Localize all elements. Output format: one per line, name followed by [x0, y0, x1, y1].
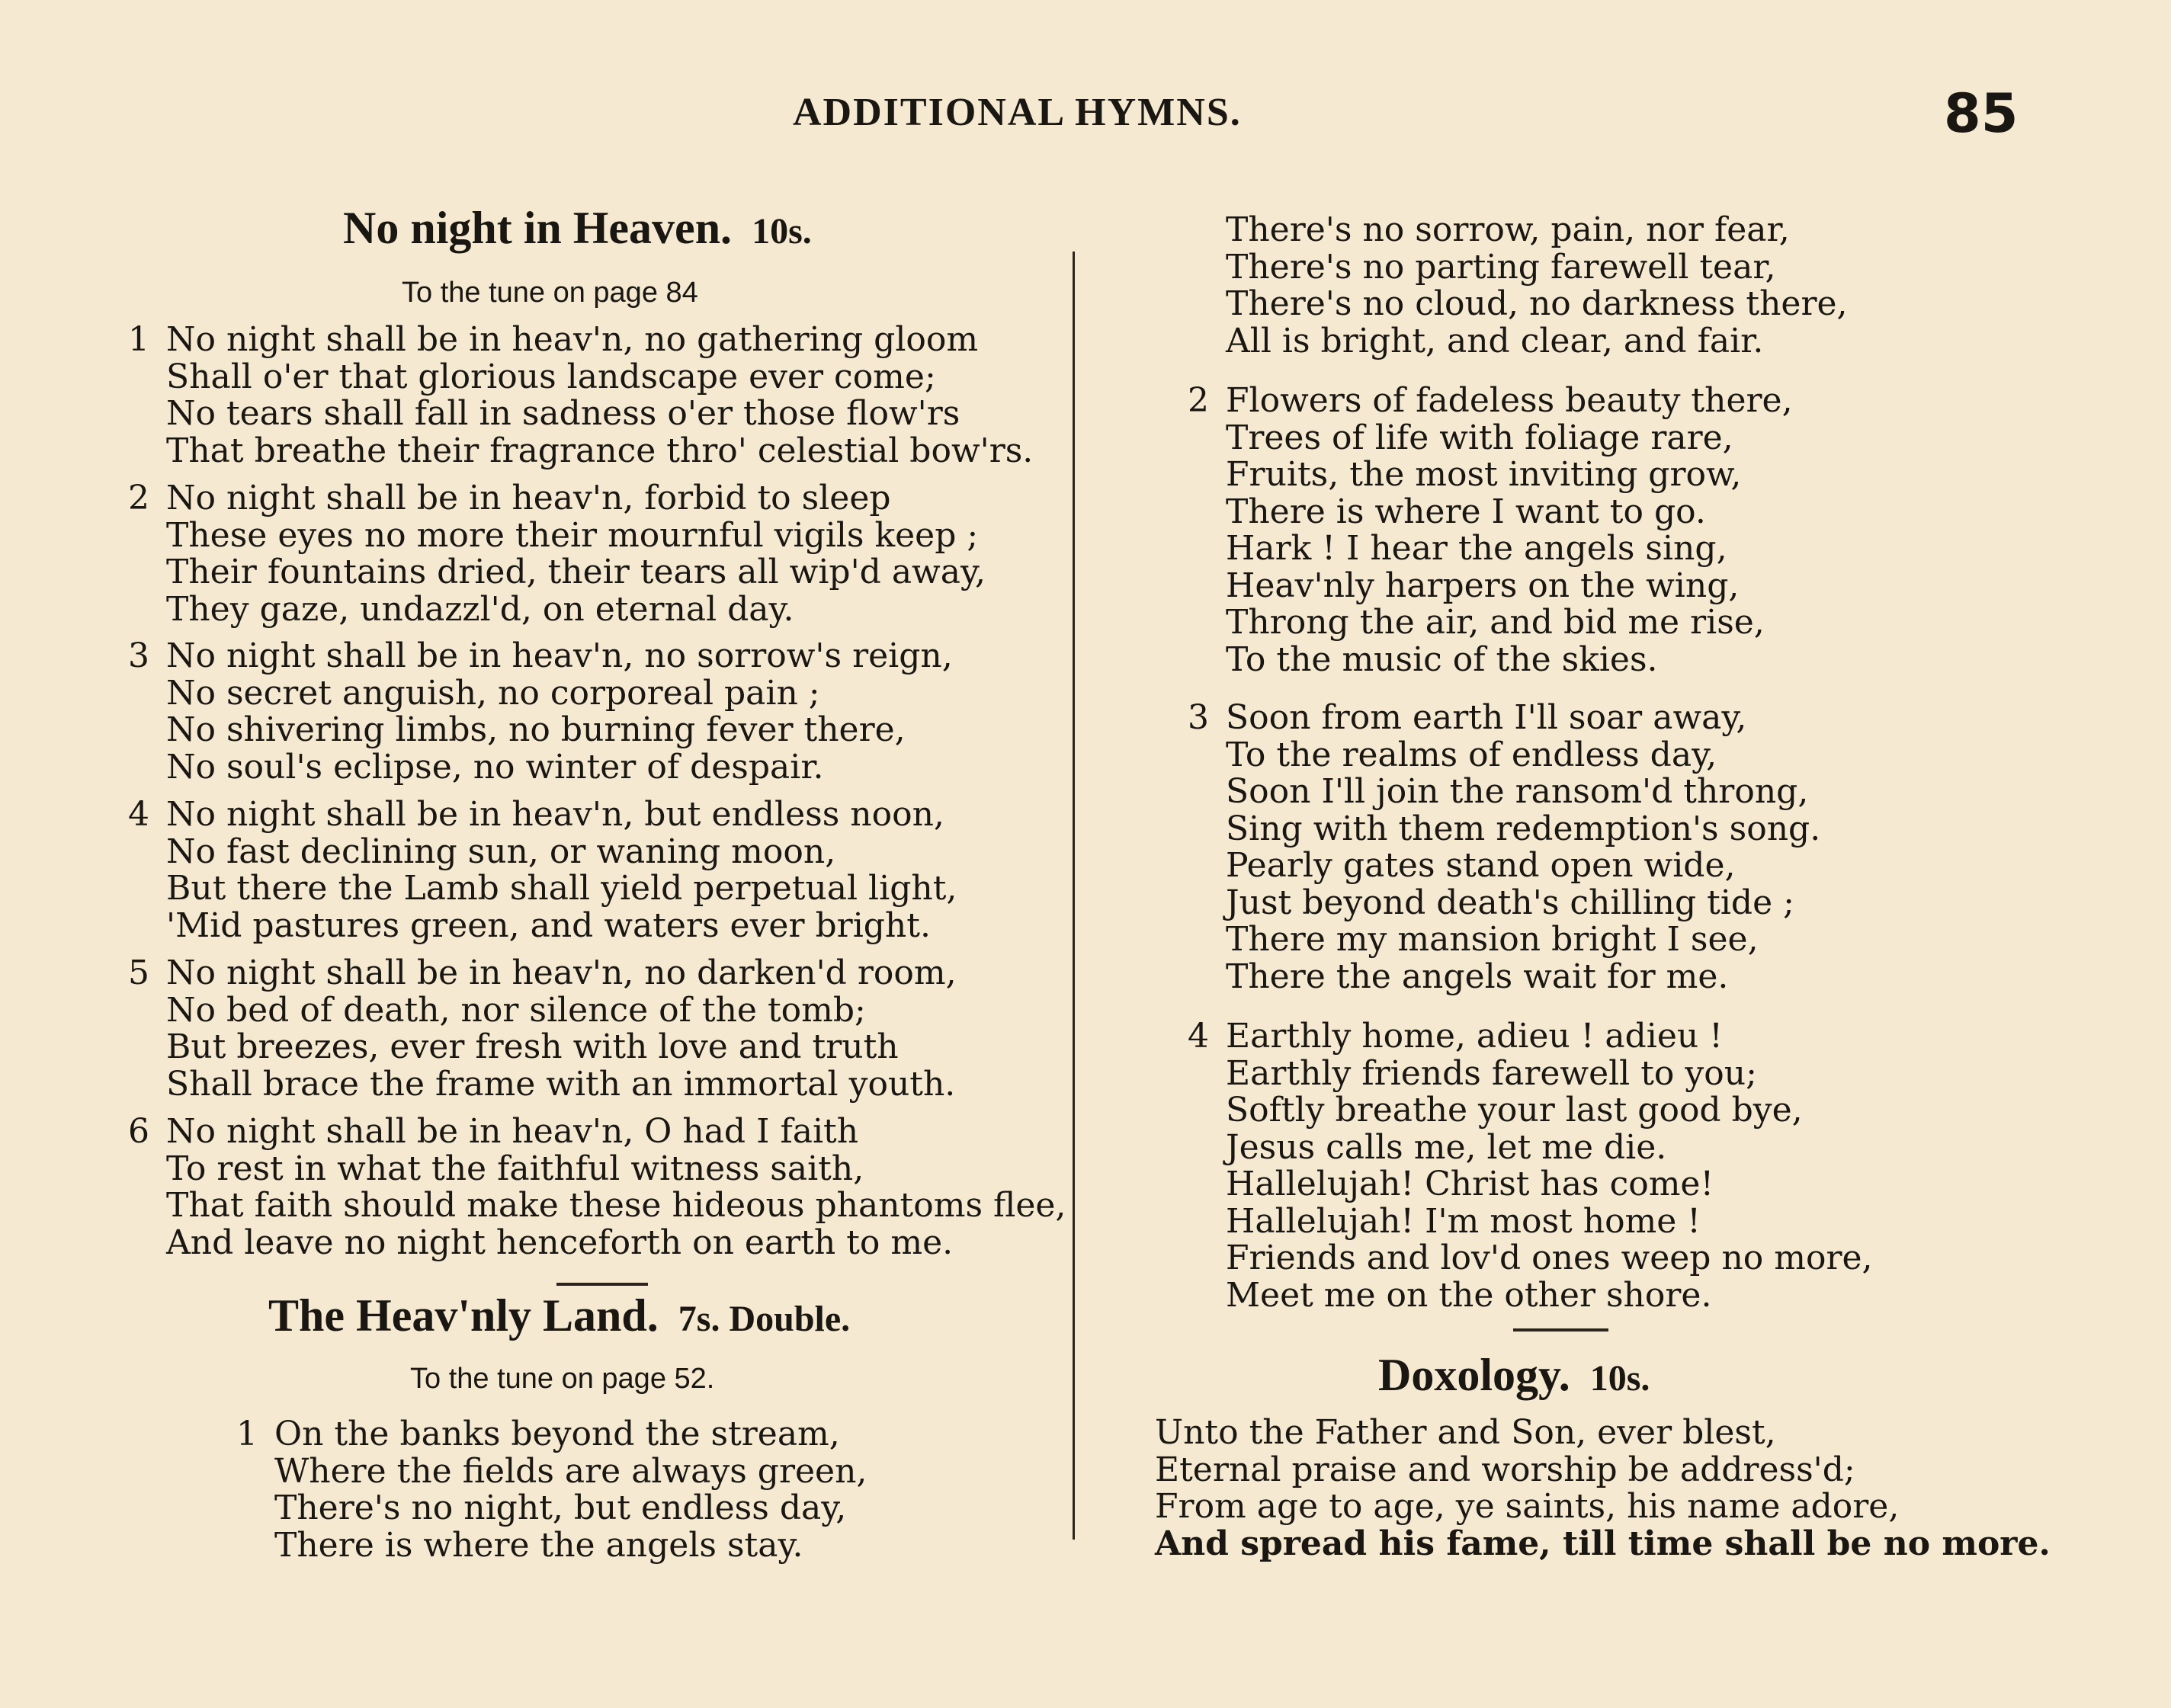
hymn-meter: 10s.: [1589, 1358, 1650, 1399]
verse-line: There the angels wait for me.: [1226, 957, 1729, 996]
verse-line: That breathe their fragrance thro' celestial bow'rs.: [166, 431, 1034, 470]
hymn-meter: 10s.: [752, 211, 812, 252]
verse-line: To the realms of endless day,: [1226, 735, 1717, 774]
hymn-title: Doxology.: [1378, 1350, 1570, 1400]
verse-line: No night shall be in heav'n, no gathering gloom: [166, 320, 979, 359]
verse-line: Shall brace the frame with an immortal youth.: [166, 1064, 956, 1104]
verse-line: No soul's eclipse, no winter of despair.: [166, 747, 824, 787]
verse-line: These eyes no more their mournful vigils keep ;: [166, 515, 979, 555]
hymn-title-block: [343, 202, 812, 255]
verse-line: No tears shall fall in sadness o'er those flow'rs: [166, 394, 960, 433]
verse-line: No night shall be in heav'n, forbid to sleep: [166, 479, 891, 518]
verse-line: To the music of the skies.: [1226, 639, 1658, 679]
verse-line: To rest in what the faithful witness saith,: [166, 1149, 864, 1188]
stanza-number: 4: [128, 795, 149, 834]
verse-line: But breezes, ever fresh with love and truth: [166, 1027, 899, 1066]
verse-line: All is bright, and clear, and fair.: [1226, 321, 1764, 361]
verse-line: There's no parting farewell tear,: [1226, 247, 1776, 287]
section-divider: [556, 1283, 648, 1286]
tune-reference: To the tune on page 84: [402, 277, 698, 309]
verse-line: No secret anguish, no corporeal pain ;: [166, 673, 820, 713]
stanza-number: 5: [128, 953, 149, 992]
stanza: [128, 953, 957, 1104]
verse-line: Heav'nly harpers on the wing,: [1226, 566, 1740, 605]
stanza-number: 2: [128, 479, 149, 518]
verse-line: No night shall be in heav'n, no sorrow's reign,: [166, 636, 953, 675]
verse-line: But there the Lamb shall yield perpetual light,: [166, 869, 957, 908]
verse-line: That faith should make these hideous phantoms flee,: [166, 1186, 1066, 1225]
verse-line: Fruits, the most inviting grow,: [1226, 455, 1742, 494]
stanza: [128, 795, 957, 945]
stanza: [128, 320, 1034, 470]
verse-line: Friends and lov'd ones weep no more,: [1226, 1239, 1873, 1277]
page-number: 85: [1944, 82, 2019, 145]
verse-line: Jesus calls me, let me die.: [1226, 1127, 1667, 1167]
verse-line: Pearly gates stand open wide,: [1226, 846, 1736, 885]
verse-line: From age to age, ye saints, his name adore,: [1155, 1487, 1900, 1526]
verse-line: On the banks beyond the stream,: [274, 1415, 840, 1453]
stanza: [128, 479, 986, 629]
hymn-title-block: [1378, 1349, 1650, 1402]
verse-line: There is where I want to go.: [1226, 492, 1706, 531]
hymn-meter: 7s. Double.: [678, 1299, 851, 1339]
verse-line: Just beyond death's chilling tide ;: [1226, 883, 1794, 922]
verse-line: Throng the air, and bid me rise,: [1226, 603, 1765, 642]
verse-line: No night shall be in heav'n, O had I faith: [166, 1112, 859, 1151]
verse-line: Meet me on the other shore.: [1226, 1275, 1712, 1315]
verse-line: Soon from earth I'll soar away,: [1226, 698, 1747, 737]
stanza-number: 2: [1188, 381, 1209, 420]
stanza-number: 3: [128, 636, 149, 675]
verse-line: There's no night, but endless day,: [274, 1488, 847, 1527]
verse-line: And spread his fame, till time shall be no more.: [1155, 1524, 2051, 1563]
verse-line: 'Mid pastures green, and waters ever bright.: [166, 905, 931, 945]
stanza-number: 6: [128, 1112, 149, 1151]
verse-line: They gaze, undazzl'd, on eternal day.: [166, 589, 794, 629]
stanza-number: 3: [1188, 698, 1209, 737]
verse-line: Earthly home, adieu ! adieu !: [1226, 1017, 1723, 1056]
verse-line: Where the fields are always green,: [274, 1451, 867, 1491]
verse-line: Hallelujah! I'm most home !: [1226, 1201, 1701, 1241]
verse-line: Sing with them redemption's song.: [1226, 809, 1821, 848]
doxology-verse: [1155, 1415, 2051, 1562]
stanza: [128, 1112, 1066, 1262]
stanza: [128, 636, 953, 787]
stanza: [1188, 698, 1821, 996]
verse-line: Their fountains dried, their tears all wip'd away,: [166, 553, 986, 591]
verse-line: And leave no night henceforth on earth to me.: [166, 1223, 954, 1262]
stanza: [236, 1415, 867, 1565]
verse-line: There's no sorrow, pain, nor fear,: [1226, 210, 1790, 249]
verse-line: Shall o'er that glorious landscape ever come;: [166, 357, 936, 396]
verse-line: Unto the Father and Son, ever blest,: [1155, 1413, 1776, 1452]
verse-line: Hallelujah! Christ has come!: [1226, 1165, 1714, 1203]
stanza-continued: [1226, 212, 1848, 360]
stanza-number: 1: [236, 1415, 258, 1453]
hymn-title: The Heav'nly Land.: [268, 1290, 659, 1341]
verse-line: There is where the angels stay.: [274, 1525, 803, 1565]
running-title: ADDITIONAL HYMNS.: [793, 91, 1242, 134]
verse-line: Hark ! I hear the angels sing,: [1226, 529, 1727, 568]
stanza-number: 1: [128, 320, 149, 359]
stanza-number: 4: [1188, 1017, 1209, 1056]
hymn-title-block: [268, 1290, 850, 1342]
verse-line: No bed of death, nor silence of the tomb;: [166, 990, 866, 1030]
verse-line: No night shall be in heav'n, no darken'd room,: [166, 953, 957, 992]
section-divider: [1513, 1328, 1608, 1331]
verse-line: Eternal praise and worship be address'd;: [1155, 1450, 1855, 1489]
verse-line: Soon I'll join the ransom'd throng,: [1226, 772, 1809, 811]
tune-reference: To the tune on page 52.: [410, 1363, 715, 1395]
stanza: [1188, 381, 1793, 679]
verse-line: No shivering limbs, no burning fever there,: [166, 710, 906, 749]
verse-line: Earthly friends farewell to you;: [1226, 1053, 1757, 1093]
verse-line: No night shall be in heav'n, but endless noon,: [166, 795, 944, 834]
verse-line: No fast declining sun, or waning moon,: [166, 832, 836, 871]
verse-line: Trees of life with foliage rare,: [1226, 418, 1733, 457]
verse-line: Softly breathe your last good bye,: [1226, 1091, 1803, 1130]
column-divider: [1073, 252, 1075, 1540]
stanza: [1188, 1017, 1873, 1315]
verse-line: There's no cloud, no darkness there,: [1226, 284, 1848, 323]
hymn-title: No night in Heaven.: [343, 203, 733, 253]
verse-line: Flowers of fadeless beauty there,: [1226, 381, 1793, 420]
verse-line: There my mansion bright I see,: [1226, 920, 1759, 959]
